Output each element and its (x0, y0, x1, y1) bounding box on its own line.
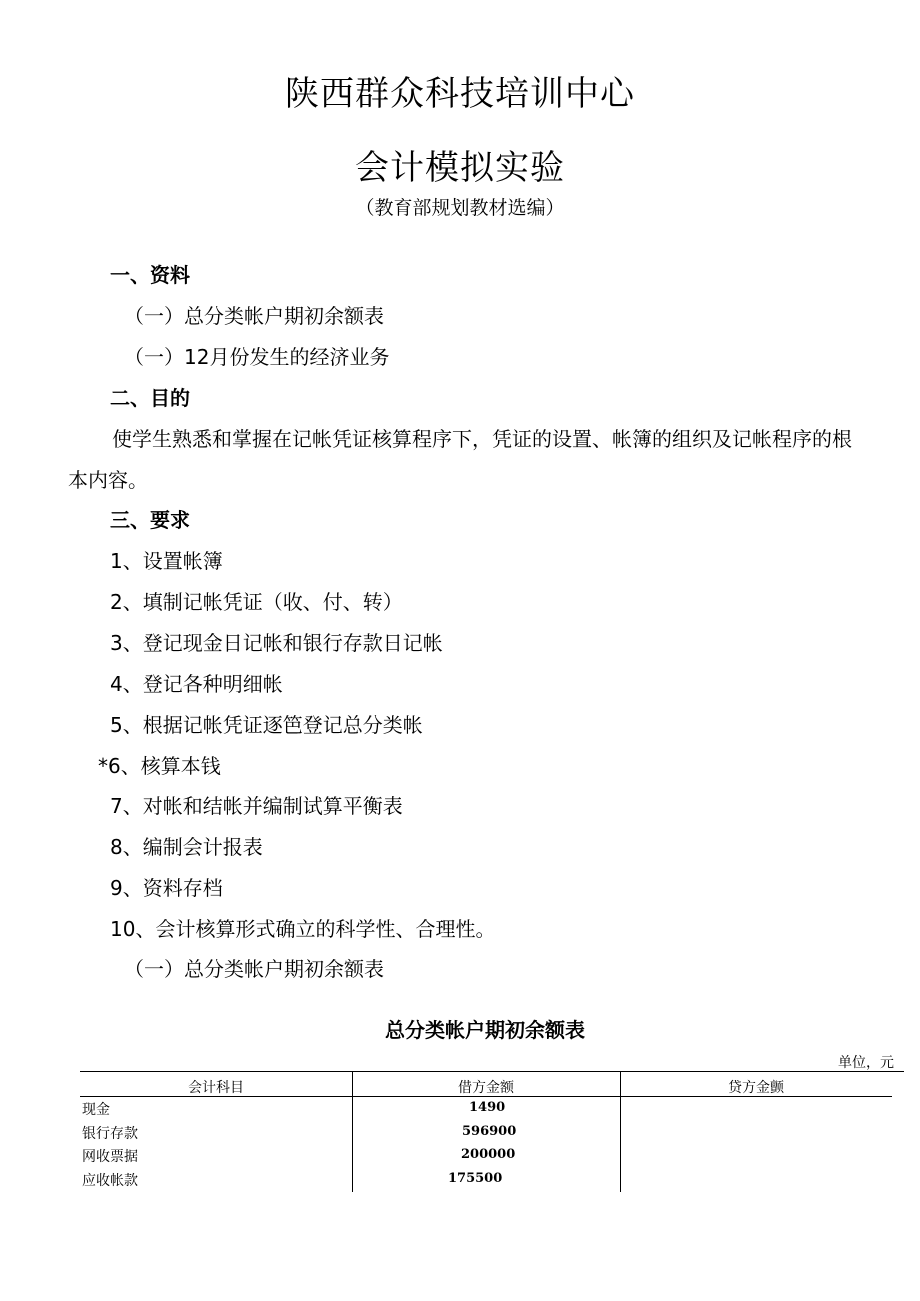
table-top-border (80, 1071, 904, 1072)
purpose-paragraph-line1: 使学生熟悉和掌握在记帐凭证核算程序下，凭证的设置、帐簿的组织及记帐程序的根 (112, 427, 852, 451)
section-heading-materials: 一、资料 (110, 263, 190, 287)
debit-cell: 175500 (448, 1171, 503, 1186)
requirement-item: 9、资料存档 (110, 876, 223, 900)
purpose-paragraph-line2: 本内容。 (68, 468, 148, 492)
table-title: 总分类帐户期初余额表 (385, 1018, 585, 1042)
account-cell: 网收票据 (82, 1149, 138, 1165)
requirement-item: *6、核算本钱 (98, 754, 221, 778)
document-subtitle: （教育部规划教材选编） (355, 197, 565, 219)
section-heading-purpose: 二、目的 (110, 386, 190, 410)
column-header-credit: 贷方金颤 (728, 1080, 784, 1096)
requirement-item: 1、设置帐簿 (110, 549, 223, 573)
table-unit: 单位，元 (838, 1055, 894, 1071)
requirement-item: 7、对帐和结帐并编制试算平衡表 (110, 794, 403, 818)
table-intro-line: （一）总分类帐户期初余额表 (124, 957, 384, 981)
account-cell: 银行存款 (82, 1126, 138, 1142)
materials-item-1: （一）总分类帐户期初余额表 (124, 304, 384, 328)
org-title: 陕西群众科技培训中心 (285, 74, 635, 114)
requirement-item: 8、编制会计报表 (110, 835, 263, 859)
column-header-account: 会计科目 (188, 1080, 244, 1096)
materials-item-2: （一）12月份发生的经济业务 (124, 345, 390, 369)
debit-cell: 596900 (462, 1124, 517, 1139)
debit-cell: 200000 (461, 1147, 516, 1162)
column-header-debit: 借方金额 (458, 1080, 514, 1096)
requirement-item: 4、登记各种明细帐 (110, 672, 283, 696)
debit-cell: 1490 (469, 1100, 506, 1115)
account-cell: 现金 (82, 1102, 110, 1118)
account-cell: 应收帐款 (82, 1173, 138, 1189)
requirement-item: 2、填制记帐凭证（收、付、转） (110, 590, 403, 614)
section-heading-requirements: 三、要求 (110, 508, 190, 532)
document-title: 会计模拟实验 (355, 148, 565, 188)
requirement-item: 5、根据记帐凭证逐笆登记总分类帐 (110, 713, 423, 737)
requirement-item: 3、登记现金日记帐和银行存款日记帐 (110, 631, 443, 655)
requirement-item: 10、会计核算形式确立的科学性、合理性。 (110, 917, 496, 941)
